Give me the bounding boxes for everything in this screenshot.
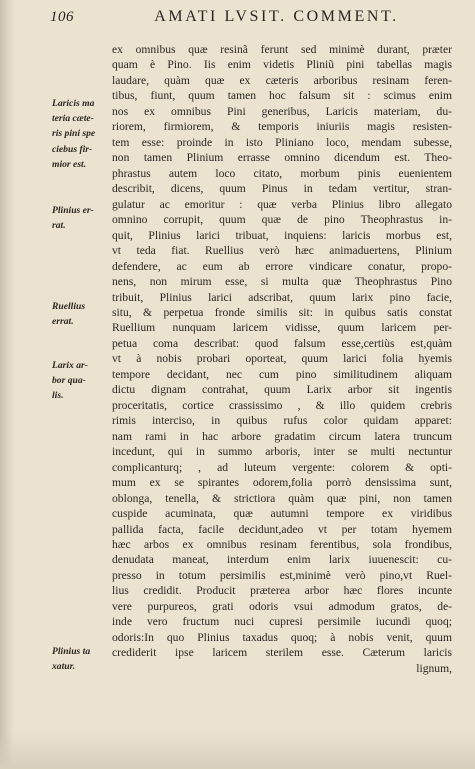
text-line: complicanturq; , ad luteum vergente: colorem & opti- (112, 460, 452, 474)
text-line: situ, & perpetua fronde similis sit: in quibus satis constat (112, 305, 452, 319)
running-head-title: AMATI LVSIT. COMMENT. (154, 8, 399, 25)
text-line: gulatur ac emoritur : quæ verba Plinius libro allegato (112, 197, 452, 211)
margin-note-line: Laricis ma (52, 98, 95, 109)
text-line: defendere, ac eum ab errore vindicare conatur, propo- (112, 259, 452, 273)
margin-note-line: lis. (52, 390, 64, 402)
text-line: tem esse: proinde in isto Pliniano loco, mendam subesse, (112, 135, 452, 149)
text-line: tempore decidant, nec cum pino similitudinem aliquam (112, 367, 452, 381)
margin-note-larix (52, 358, 110, 404)
text-line: ex omnibus quæ resinã ferunt sed minimè durant, præter (112, 43, 452, 56)
text-line: describit, dicens, quum Pinus in tedam vertitur, stran- (112, 182, 452, 196)
text-line: proceritatis, cortice crassissimo , & illo quidem crebris (112, 398, 452, 412)
text-line: quit, Plinius larici tribuat, inquiens: laricis morbus est, (112, 228, 452, 242)
margin-note-line: rat. (52, 220, 66, 232)
text-line: pallida facta, facile decidunt,adeo vt per totam hyemem (112, 522, 452, 536)
text-line: petua coma describat: quod falsum esse,certiùs est,quàm (112, 336, 452, 350)
text-line: vere purpureos, grati odoris vsui admodum gratos, de- (112, 599, 452, 613)
margin-note-line: Ruellius (52, 301, 86, 312)
text-line: inde vero fructum nuci cupresi persimile iucundi quoq; (112, 615, 452, 629)
text-line: mum ex se spirantes odorem,folia porrò densissima sunt, (112, 476, 452, 490)
text-line: tribuit, Plinius larici adscribat, quum larix pino facie, (112, 290, 452, 304)
text-line: riorem, firmiorem, & temporis iniuriis magis resisten- (112, 120, 452, 134)
margin-note-line: mior est. (52, 158, 87, 170)
running-head (50, 8, 461, 34)
margin-note-line: bor qua- (52, 375, 86, 387)
margin-note-line: ris pini spe (52, 128, 96, 140)
text-line: oblonga, tenella, & strictiora quàm quæ pini, non tamen (112, 491, 452, 505)
text-line: vt teda fiat. Ruellius verò hæc animaduertens, Plinium (112, 244, 452, 258)
margin-note-line: teria cæte- (52, 113, 94, 125)
text-line: laudare, quàm quæ ex cæteris arboribus resinam feren- (112, 73, 452, 87)
text-line: crediderit ipse laricem sterilem esse. Cæterum laricis (112, 646, 452, 660)
margin-note-line: errat. (52, 316, 74, 328)
text-line: presso in totum persimilis est,minimè verò pino,vt Ruel- (112, 568, 452, 582)
text-line: vt à nobis probari oporteat, quum larici folia hyemis (112, 352, 452, 366)
margin-note-line: Larix ar- (52, 360, 88, 371)
margin-note-plinius-taxatur (52, 644, 110, 674)
margin-note-line: Plinius ta (52, 646, 91, 657)
margin-note-laricis (52, 96, 110, 172)
text-line: lius credidit. Producit præterea arbor hæc flores incunte (112, 584, 452, 598)
text-line: cuspide acuminata, quæ autumni tempore ex viridibus (112, 507, 452, 521)
text-line: dictu dignam contrahat, quum Larix arbor sit ingentis (112, 383, 452, 397)
text-line: tibus, fiunt, quum tamen hoc falsum sit : scimus enim (112, 89, 452, 103)
margin-note-ruellius-errat (52, 299, 110, 329)
margin-note-line: xatur. (52, 661, 76, 673)
text-line: phrastus autem loco citato, morbum pinis euenientem (112, 166, 452, 180)
text-line: odoris:In quo Plinius taxadus quoq; à nobis venit, quum (112, 630, 452, 644)
margin-note-plinius-errat (52, 203, 110, 233)
page-number: 106 (50, 9, 74, 25)
text-line: nam rami in hac arbore gradatim circum latera truncum (112, 429, 452, 443)
text-line: quam è Pino. Iis enim videtis Pliniũ pini tabellas magis (112, 58, 452, 72)
text-line: denudata maneat, interdum enim larix iuuenescit: cu- (112, 553, 452, 567)
text-line: non tamen Plinium errasse omnino dicendum est. Theo- (112, 151, 452, 165)
text-line: omnino corrupit, quum quæ de pino Theophrastus in- (112, 213, 452, 227)
text-line: Ruellium nunquam laricem vidisse, quum laricem per- (112, 321, 452, 335)
text-line: hæc arbos ex omnibus resinam ferentibus, sola frondibus, (112, 538, 452, 551)
margin-note-line: Plinius er- (52, 205, 94, 216)
main-text (112, 42, 452, 676)
margin-note-line: ciebus fir- (52, 143, 93, 155)
text-line: rimis interciso, in quibus rufus color quidam apparet: (112, 414, 452, 428)
catchword: lignum, (416, 661, 452, 675)
text-line: incedunt, qui in summo arboris, inter se multi nectuntur (112, 445, 452, 459)
text-line: nos ex omnibus Pini generibus, Laricis materiam, du- (112, 104, 452, 118)
text-line: nens, non mirum esse, si multa quæ Theophrastus Pino (112, 275, 452, 289)
